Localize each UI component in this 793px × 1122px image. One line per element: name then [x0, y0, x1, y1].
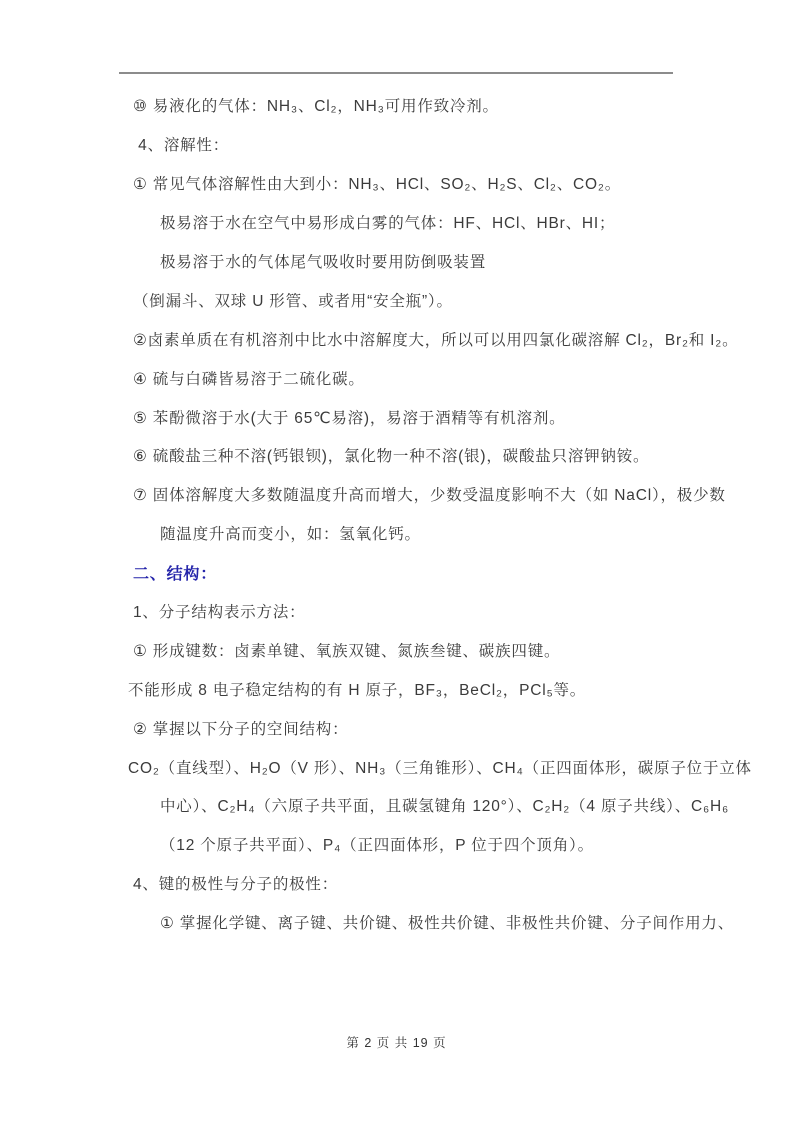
- document-line: 极易溶于水在空气中易形成白雾的气体：HF、HCl、HBr、HI；: [160, 215, 616, 233]
- document-line: 4、键的极性与分子的极性：: [133, 876, 339, 894]
- document-line: ⑩ 易液化的气体：NH₃、Cl₂，NH₃可用作致冷剂。: [133, 98, 499, 116]
- document-line: CO₂（直线型）、H₂O（V 形）、NH₃（三角锥形）、CH₄（正四面体形，碳原子位于立体: [128, 759, 752, 777]
- document-line: ① 掌握化学键、离子键、共价键、极性共价键、非极性共价键、分子间作用力、: [160, 915, 735, 933]
- document-line: 中心）、C₂H₄（六原子共平面，且碳氢键角 120°）、C₂H₂（4 原子共线）、C₆H₆: [160, 798, 730, 816]
- document-line: 不能形成 8 电子稳定结构的有 H 原子，BF₃，BeCl₂，PCl₅等。: [128, 681, 587, 699]
- document-line: （倒漏斗、双球 U 形管、或者用“安全瓶”）。: [133, 292, 453, 310]
- document-line: ① 形成键数：卤素单键、氧族双键、氮族叁键、碳族四键。: [133, 642, 561, 660]
- document-line: 1、分子结构表示方法：: [133, 604, 306, 622]
- document-line: ④ 硫与白磷皆易溶于二硫化碳。: [133, 370, 365, 388]
- document-line: ① 常见气体溶解性由大到小：NH₃、HCl、SO₂、H₂S、Cl₂、CO₂。: [133, 176, 622, 194]
- page-number: 第 2 页 共 19 页: [346, 1036, 447, 1050]
- document-body: [119, 86, 752, 942]
- document-line: 随温度升高而变小，如：氢氧化钙。: [160, 526, 421, 544]
- document-line: 极易溶于水的气体尾气吸收时要用防倒吸装置: [160, 254, 487, 271]
- section-heading: 二、结构：: [133, 565, 218, 583]
- document-line: ② 掌握以下分子的空间结构：: [133, 720, 349, 738]
- document-line: （12 个原子共平面）、P₄（正四面体形，P 位于四个顶角）。: [160, 837, 594, 855]
- document-line: ⑥ 硫酸盐三种不溶(钙银钡)，氯化物一种不溶(银)，碳酸盐只溶钾钠铵。: [133, 448, 650, 466]
- document-line: 4、溶解性：: [133, 137, 230, 155]
- document-line: ⑤ 苯酚微溶于水(大于 65℃易溶)，易溶于酒精等有机溶剂。: [133, 409, 566, 427]
- header-divider: [119, 72, 673, 74]
- document-line: ⑦ 固体溶解度大多数随温度升高而增大，少数受温度影响不大（如 NaCl），极少数: [133, 487, 726, 505]
- document-line: ②卤素单质在有机溶剂中比水中溶解度大，所以可以用四氯化碳溶解 Cl₂，Br₂和 I₂。: [133, 331, 739, 349]
